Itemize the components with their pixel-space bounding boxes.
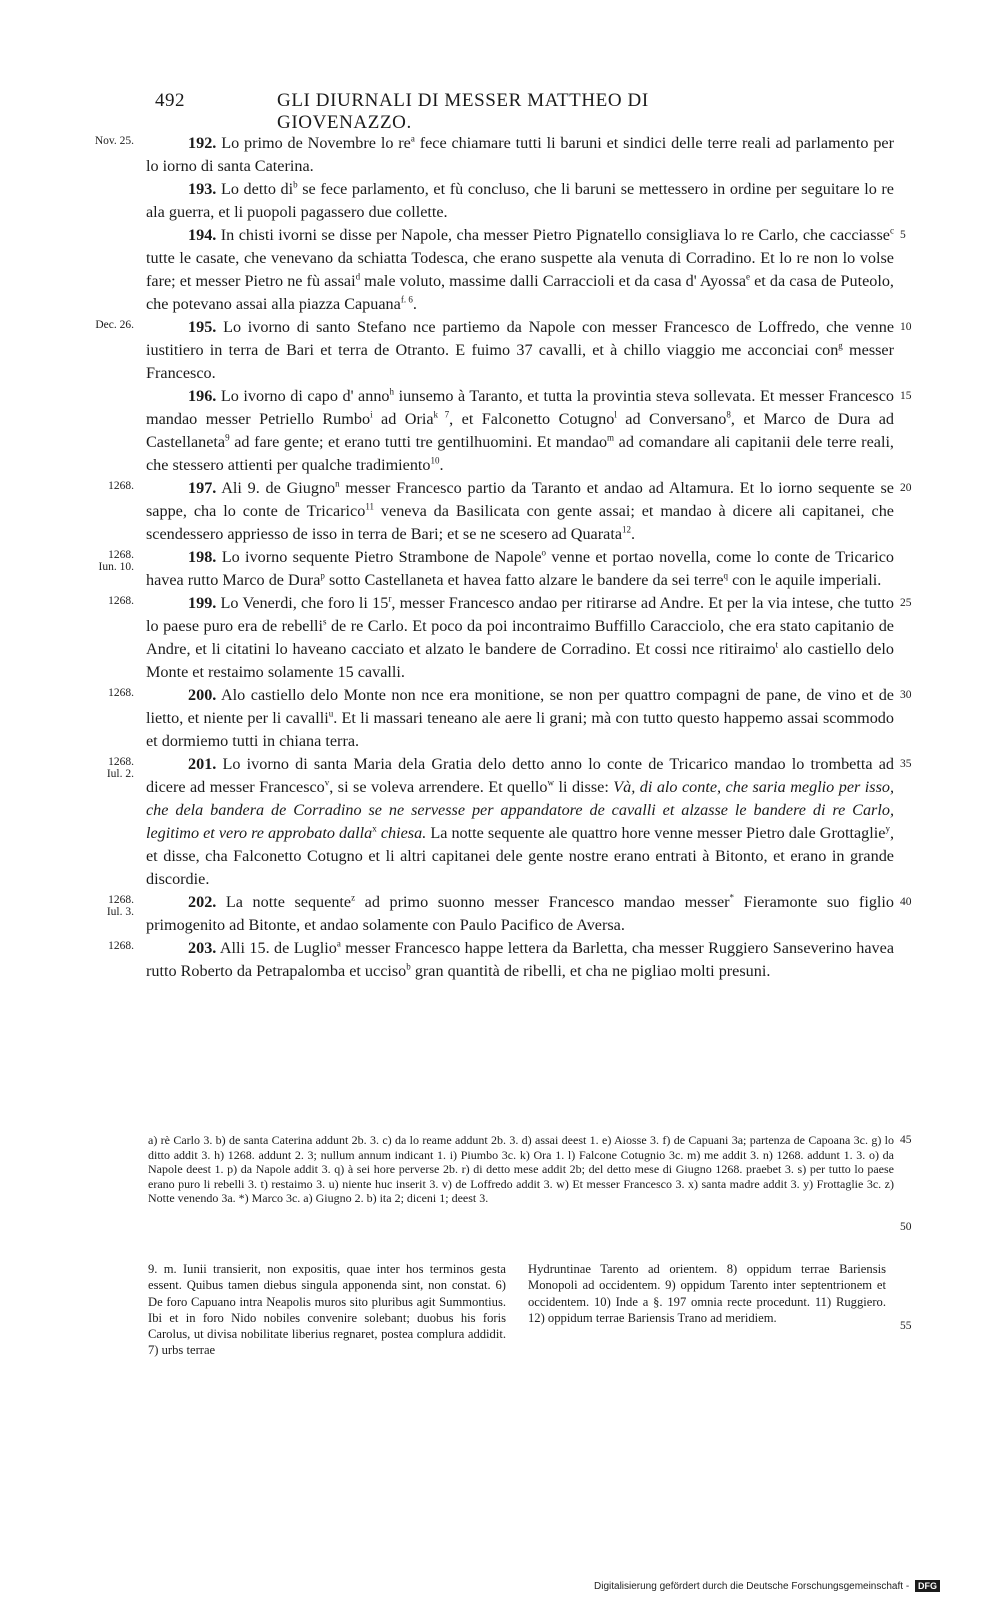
marginal-date (74, 756, 134, 780)
paragraph (108, 937, 895, 983)
text-run: . Et li massari teneano ale aere li grani; mà con tutto questo happemo assai scommodo et dormiemo tutti in chiana terra. (146, 709, 894, 750)
text-run: con le aquile imperiali. (728, 571, 882, 589)
text-run: , et Marco de Dura ad Castellaneta (146, 410, 894, 451)
line-number: 30 (900, 689, 912, 701)
note-reference: u (328, 708, 334, 719)
note-reference: b (406, 961, 411, 972)
footnote-text-left: 9. m. Iunii transierit, non expositis, quae inter hos terminos gesta essent. Quibus tamen diebus singula apponenda sint, non constat. 6) De foro Capuano intra Neapolis muros sito pluribus agit Summontius. Ibi et in foro Nido nobiles convenire solebant; duobus his foris Carolus, ut divisa nobilitate liberius regnaret, postea complura addidit. 7) urbs terrae (148, 1262, 506, 1358)
paragraph-number: 195. (188, 318, 217, 336)
text-run: , et disse, cha Falconetto Cotugno et li altri capitanei dele gente nostre erano entrati à Bitonto, et erano in grande discordie. (146, 824, 894, 888)
text-run: . (412, 295, 417, 313)
text-run: et da casa de Puteolo, che potevano assai alla piazza Capuana (146, 272, 894, 313)
paragraph (94, 132, 895, 178)
paragraph-number: 203. (188, 939, 217, 957)
note-reference: c (890, 225, 894, 236)
paragraph (146, 178, 894, 224)
text-run: , messer Francesco andao per ritirarse ad Andre. Et per la via intese, che tutto lo paese puro era de rebelli (146, 594, 894, 635)
note-reference: a (410, 133, 415, 144)
text-run: li disse: (554, 778, 614, 796)
note-reference: n (335, 478, 340, 489)
note-reference: y (885, 823, 890, 834)
marginal-date-line: 1268. (108, 687, 134, 699)
marginal-date (74, 894, 134, 918)
paragraph (106, 753, 912, 891)
paragraph-number: 197. (188, 479, 217, 497)
note-reference: o (541, 547, 547, 558)
text-run: Lo ivorno di santa Maria dela Gratia delo detto anno lo conte de Tricarico mandao lo trombetta ad dicere ad messer Francesco (146, 755, 895, 796)
text-run: se fece parlamento, et fù concluso, che li baruni se mettessero in ordine per seguitare lo re ala guerra, et li puopoli pagassero due collette. (146, 180, 894, 221)
paragraph-number: 200. (188, 686, 217, 704)
line-number: 35 (900, 758, 912, 770)
paragraph-number: 196. (188, 387, 217, 405)
text-run: ad primo suonno messer Francesco mandao messer (355, 893, 730, 911)
line-number: 40 (900, 896, 912, 908)
text-run: ad fare gente; et erano tutti tre gentilhuomini. Et mandao (229, 433, 608, 451)
paragraph-number: 193. (188, 180, 217, 198)
marginal-date-line: 1268. (108, 894, 134, 906)
text-run: La notte sequente ale quattro hore venne messer Pietro dale Grottaglie (426, 824, 886, 842)
text-run: Ali 9. de Giugno (221, 479, 336, 497)
marginal-date (74, 549, 134, 573)
paragraph (108, 477, 912, 546)
paragraph-number: 194. (188, 226, 217, 244)
text-run: iunsemo à Taranto, et tutta la provintia steva sollevata. Et messer Francesco mandao messer Petriello Rumbo (146, 387, 895, 428)
running-title: GLI DIURNALI DI MESSER MATTHEO DI GIOVENAZZO. (277, 90, 649, 133)
paragraph (108, 684, 912, 753)
text-run: alo castiello delo Monte et restaimo solamente 15 cavalli. (146, 640, 894, 681)
marginal-date-line: 1268. (108, 595, 134, 607)
digitization-credit (594, 1580, 940, 1592)
page-number: 492 (155, 90, 185, 111)
text-run: La notte sequente (225, 893, 352, 911)
paragraph (106, 891, 912, 937)
quoted-speech: Và, di alo conte, che saria meglio per isso, che dela bandera de Corradino se ne servesse per appandatore de cavalli et alzasse le bandere di re Carlo, legitimo et vero re approbato dalla (146, 778, 895, 842)
note-reference: t (775, 639, 779, 650)
credit-text: Digitalisierung gefördert durch die Deutsche Forschungsgemeinschaft - (594, 1581, 910, 1592)
text-run: . (631, 525, 636, 543)
marginal-date (74, 480, 134, 492)
text-run: messer Francesco. (146, 341, 894, 382)
marginal-date-line: 1268. (108, 480, 134, 492)
marginal-date-line: Nov. 25. (94, 135, 134, 147)
line-number-45: 45 (900, 1134, 912, 1146)
text-run: sotto Castellaneta et havea fatto alzare le bandere da sei terre (324, 571, 724, 589)
apparatus-text: a) rè Carlo 3. b) de santa Caterina addunt 2b. 3. c) da lo reame addunt 2b. 3. d) assai deest 1. e) Aiosse 3. f) de Capuani 3a; partenza de Capoana 3c. g) lo ditto addit 3. h) 1268. addunt 2. 3; nullum annum indicant 1. i) Piumbo 3c. k) Ora 1. l) Falcone Cotugnio 3c. m) me addit 3. n) 1268. addunt 1. 3. o) da Napole deest 1. p) da Napole addit 3. q) à sei hore perverse 2b. r) di detto mese addit 2b; del detto mese di Giugno 1268. praebet 3. s) per tutto lo paese erano puro li rebelli 3. t) restaimo 3. u) niente huc inserit 3. v) de Loffredo addit 3. w) Et messer Francesco 3. x) santa madre addit 3. y) Frottaglie 3c. z) Notte venendo 3a. *) Marco 3c. a) Giugno 2. b) ita 2; diceni 1; deest 3. (148, 1133, 894, 1205)
note-reference: q (723, 570, 729, 581)
note-reference: 9 (225, 432, 230, 443)
text-run: tutte le casate, che venevano da schiatta Todesca, che erano suspette ala venuta di Corradino. Et lo re non lo volse fare; et messer Pietro ne fù assai (146, 249, 894, 290)
text-run: venne et portao novella, come lo conte de Tricarico havea rutto Marco de Dura (146, 548, 895, 589)
note-reference: k 7 (433, 409, 450, 420)
paragraph (95, 316, 912, 385)
marginal-date (74, 135, 134, 147)
note-reference: 12 (622, 524, 631, 535)
line-number-50: 50 (900, 1221, 912, 1233)
text-run: Lo primo de Novembre lo re (221, 134, 411, 152)
text-run: Alo castiello delo Monte non nce era monitione, se non per quattro compagni de pane, de vino et de lietto, et niente per li cavalli (146, 686, 894, 727)
note-reference: v (324, 777, 330, 788)
running-head (155, 90, 785, 133)
line-number: 15 (900, 390, 912, 402)
note-reference: p (320, 570, 325, 581)
text-run: Lo ivorno di capo d' anno (220, 387, 390, 405)
paragraph-number: 201. (188, 755, 217, 773)
footnote-column-right (528, 1261, 886, 1326)
note-reference: i (370, 409, 373, 420)
paragraph (98, 546, 895, 592)
text-run: In chisti ivorni se disse per Napole, cha messer Pietro Pignatello consigliava lo re Carlo, che cacciasse (220, 226, 890, 244)
paragraph-number: 202. (188, 893, 217, 911)
note-reference: a (336, 938, 341, 949)
text-run: de re Carlo. Et poco da poi incontraimo Buffillo Caracciolo, che era stato capitanio de Andre, et li citatini lo haveano cacciato et alzato le bandere de Corradino. Et cossi nce ritiraimo (146, 617, 894, 658)
note-reference: e (746, 271, 751, 282)
text-run: messer Francesco happe lettera da Barletta, cha messer Ruggiero Sanseverino havea rutto Roberto da Petrapalomba et ucciso (146, 939, 895, 980)
text-run: Alli 15. de Luglio (219, 939, 337, 957)
line-number-55: 55 (900, 1320, 912, 1332)
paragraph-number: 192. (188, 134, 217, 152)
marginal-date-line: 1268. (108, 549, 134, 561)
line-number: 5 (900, 229, 906, 241)
note-reference: m (607, 432, 615, 443)
note-reference: x (372, 823, 377, 834)
paragraph-number: 199. (188, 594, 217, 612)
paragraph (108, 592, 912, 684)
marginal-date-line: 1268. (108, 940, 134, 952)
paragraph-number: 198. (188, 548, 217, 566)
marginal-date-line: 1268. (108, 756, 134, 768)
footnote-column-left (148, 1261, 506, 1359)
line-number: 25 (900, 597, 912, 609)
text-run: ad Oria (372, 410, 434, 428)
note-reference: g (838, 340, 843, 351)
paragraph (146, 224, 906, 316)
text-run: messer Francesco partio da Taranto et andao ad Altamura. Et lo iorno sequente se sappe, cha lo conte de Tricarico (146, 479, 894, 520)
marginal-date-line: Iul. 3. (106, 906, 134, 918)
critical-apparatus (148, 1133, 912, 1233)
text-run: fece chiamare tutti li baruni et sindici delle terre reali ad parlamento per lo iorno di santa Caterina. (146, 134, 895, 175)
note-reference: 11 (365, 501, 374, 512)
text-run: ad Conversano (616, 410, 727, 428)
text-run: , si se voleva arrendere. Et quello (329, 778, 548, 796)
note-reference: h (389, 386, 395, 397)
note-reference: 8 (726, 409, 731, 420)
note-reference: d (355, 271, 361, 282)
text-run: Lo ivorno di santo Stefano nce partiemo da Napole con messer Francesco de Loffredo, che venne iustitiero in terra de Bari et terra de Otranto. E fuimo 37 cavalli, et à chillo viaggio me acconciai con (146, 318, 895, 359)
note-reference: f. 6 (400, 294, 413, 305)
line-number: 10 (900, 321, 912, 333)
text-run: gran quantità de ribelli, et cha ne pigliao molti presuni. (410, 962, 771, 980)
marginal-date-line: Iul. 2. (106, 768, 134, 780)
marginal-date (74, 319, 134, 331)
note-reference: b (293, 179, 298, 190)
marginal-date (74, 687, 134, 699)
text-run: veneva da Basilicata con gente assai; et mandao à dicere ali capitanei, che scendessero appriesso de isso in terra de Bari; et se ne scesero ad Quarata (146, 502, 894, 543)
note-reference: s (322, 616, 327, 627)
marginal-date-line: Dec. 26. (95, 319, 134, 331)
marginal-date (74, 595, 134, 607)
footnote-text-right: Hydruntinae Tarento ad orientem. 8) oppidum terrae Bariensis Monopoli ad occidentem. 9) oppidum Tarento inter septentrionem et occidentem. 10) Inde a §. 197 omnia recte procedunt. 11) Ruggiero. 12) oppidum terrae Bariensis Trano ad meridiem. (528, 1262, 886, 1325)
note-reference: l (614, 409, 617, 420)
line-number: 20 (900, 482, 912, 494)
text-run: male voluto, massime dalli Carraccioli et da casa d' Ayossa (360, 272, 747, 290)
note-reference: z (351, 892, 356, 903)
text-run: Fieramonte suo figlio primogenito ad Bitonte, et andao solamente con Paulo Pacifico de Aversa. (146, 893, 895, 934)
note-reference: r (388, 593, 392, 604)
paragraph (146, 385, 912, 477)
dfg-logo: DFG (915, 1580, 940, 1592)
text-run: , et Falconetto Cotugno (449, 410, 615, 428)
text-run: ad comandare ali capitanii dele terre reali, che stessero attienti per qualche tradimiento (146, 433, 894, 474)
text-run: Lo Venerdi, che foro li 15 (220, 594, 389, 612)
note-reference: * (729, 892, 735, 903)
text-run: Lo ivorno sequente Pietro Strambone de Napole (221, 548, 542, 566)
marginal-date (74, 940, 134, 952)
quoted-speech: chiesa. (376, 824, 427, 842)
text-run: . (439, 456, 444, 474)
text-run: Lo detto di (220, 180, 294, 198)
main-text (94, 132, 912, 983)
note-reference: w (547, 777, 555, 788)
marginal-date-line: Iun. 10. (98, 561, 134, 573)
note-reference: 10 (430, 455, 440, 466)
